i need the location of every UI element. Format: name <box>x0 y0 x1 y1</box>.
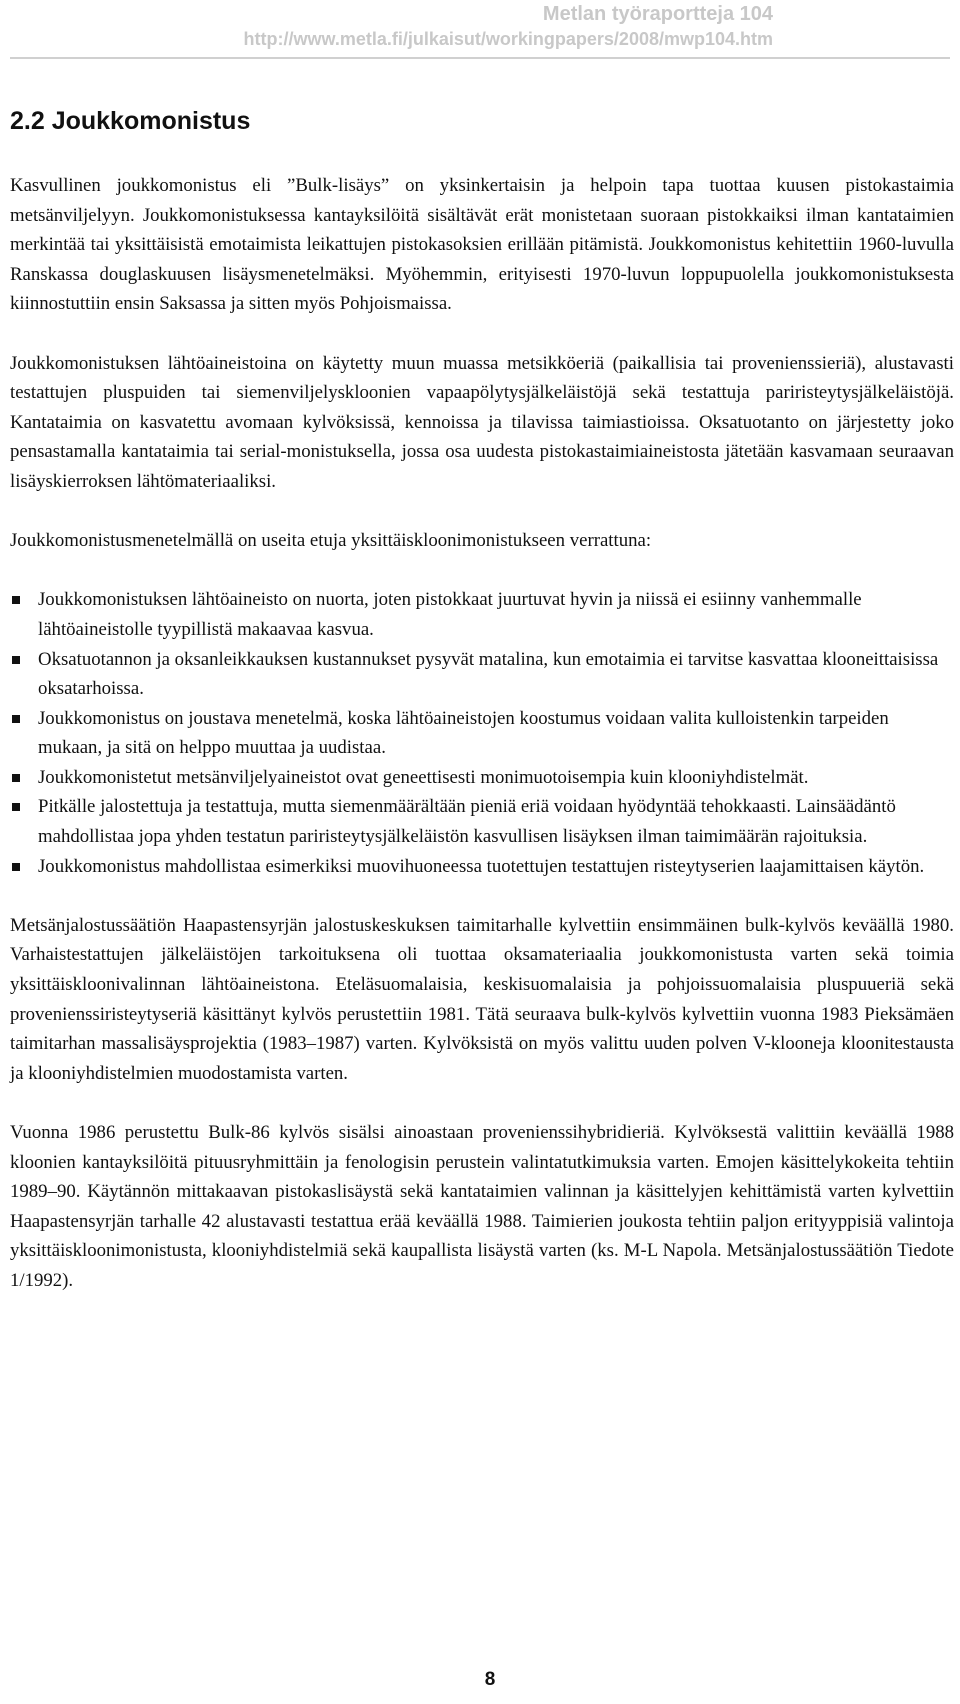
square-bullet-icon <box>12 656 20 664</box>
paragraph-haapastensyrja-history: Metsänjalostussäätiön Haapastensyrjän jalostuskeskuksen taimitarhalle kylvettiin ensimmäinen bulk-kylvös keväällä 1980. Varhaistestattujen jälkeläistöjen tarkoituksena oli tuottaa oksamateriaalia joukkomonistusta varten sekä toimia yksittäiskloonivalinnan lähtöaineistona. Eteläsuomalaisia, keskisuomalaisia ja pohjoissuomalaisia pluspuueriä sekä provenienssiristeytyseriä käsittänyt kylvös perustettiin 1981. Tätä seuraava bulk-kylvös kylvettiin vuonna 1983 Pieksämäen taimitarhan massalisäysprojektia (1983–1987) varten. Kylvöksistä on myös valittu uuden polven V-klooneja kloonitestausta ja klooniyhdistelmien muodostamista varten. <box>10 914 954 1084</box>
header-divider <box>10 57 950 59</box>
running-header <box>244 2 773 52</box>
page-number <box>0 1668 960 1692</box>
list-item-text: Joukkomonistus mahdollistaa esimerkiksi muovihuoneessa tuotettujen testattujen risteytyserien laajamittaisen käytön. <box>38 855 925 877</box>
list-item <box>10 763 954 793</box>
square-bullet-icon <box>12 803 20 811</box>
section-heading: 2.2 Joukkomonistus <box>10 107 251 135</box>
paragraph-source-material: Joukkomonistuksen lähtöaineistoina on käytetty muun muassa metsikköeriä (paikallisia tai provenienssieriä), alustavasti testattujen pluspuiden tai siemenviljelyskloonien vapaapölytysjälkeläistöjä sekä testattuja pariristeytysjälkeläistöjä. Kantataimia on kasvatettu avomaan kylvöksissä, kennoissa ja tilavissa taimiastioissa. Oksatuotanto on järjestetty joko pensastamalla kantataimia tai serial-monistuksella, jossa osa uudesta pistokastaimiaineistosta jätetään kasvamaan seuraavan lisäyskierroksen lähtömateriaaliksi. <box>10 352 954 492</box>
paragraph-bulk-propagation-intro: Kasvullinen joukkomonistus eli ”Bulk-lisäys” on yksinkertaisin ja helpoin tapa tuottaa kuusen pistokastaimia metsänviljelyyn. Joukkomonistuksessa kantayksilöitä sisältävät erät monistetaan suoraan pistokkaiksi ilman kantataimien merkintää tai yksittäisistä emotaimista leikattujen pistokasoksien erillään pitämistä. Joukkomonistus kehitettiin 1960-luvulla Ranskassa douglaskuusen lisäysmenetelmäksi. Myöhemmin, erityisesti 1970-luvun loppupuolella joukkomonistuksesta kiinnostuttiin ensin Saksassa ja sitten myös Pohjoismaissa. <box>10 175 954 315</box>
square-bullet-icon <box>12 774 20 782</box>
list-item <box>10 704 954 763</box>
advantages-list <box>10 585 954 881</box>
list-item-text: Pitkälle jalostettuja ja testattuja, mutta siemenmäärältään pieniä eriä voidaan hyödyntää tehokkaasti. Lainsäädäntö mahdollistaa jopa yhden testatun pariristeytysjälkeläistön kasvullisen lisäyksen ilman taimimäärän rajoituksia. <box>38 796 896 848</box>
paragraph-bulk-86: Vuonna 1986 perustettu Bulk-86 kylvös sisälsi ainoastaan provenienssihybridieriä. Kylvöksestä valittiin keväällä 1988 kloonien kantayksilöitä pituusryhmittäin ja fenologisin perustein valintatutkimuksia varten. Emojen käsittelykokeita tehtiin 1989–90. Käytännön mittakaavan pistokaslisäystä sekä kantataimien valinnan ja käsittelyjen kehittämistä varten kylvettiin Haapastensyrjän tarhalle 42 alustavasti testattua erää keväällä 1988. Taimierien joukosta tehtiin paljon erityyppisiä valintoja yksittäiskloonimonistusta, klooniyhdistelmiä sekä kaupallista lisäystä varten (ks. M-L Napola. Metsänjalostussäätiön Tiedote 1/1992). <box>10 1122 954 1291</box>
list-item-text: Joukkomonistuksen lähtöaineisto on nuorta, joten pistokkaat juurtuvat hyvin ja niissä ei esiinny vanhemmalle lähtöaineistolle tyypillistä makaavaa kasvua. <box>38 589 862 640</box>
list-item <box>10 792 954 851</box>
publication-url: http://www.metla.fi/julkaisut/workingpapers/2008/mwp104.htm <box>243 29 773 49</box>
page-number-text: 8 <box>484 1669 496 1690</box>
square-bullet-icon <box>12 596 20 604</box>
list-item <box>10 852 954 882</box>
list-item <box>10 585 954 644</box>
list-item-text: Joukkomonistetut metsänviljelyaineistot ovat geneettisesti monimuotoisempia kuin klooniyhdistelmät. <box>38 766 809 788</box>
square-bullet-icon <box>12 863 20 871</box>
list-item-text: Oksatuotannon ja oksanleikkauksen kustannukset pysyvät matalina, kun emotaimia ei tarvitse kasvattaa klooneittaisissa oksatarhoissa. <box>38 648 939 700</box>
paragraph-advantages-intro: Joukkomonistusmenetelmällä on useita etuja yksittäiskloonimonistukseen verrattuna: <box>10 530 652 552</box>
square-bullet-icon <box>12 715 20 723</box>
list-item <box>10 645 954 704</box>
series-title: Metlan työraportteja 104 <box>542 3 773 25</box>
list-item-text: Joukkomonistus on joustava menetelmä, koska lähtöaineistojen koostumus voidaan valita kulloistenkin tarpeiden mukaan, ja sitä on helppo muuttaa ja uudistaa. <box>38 707 889 759</box>
body-text <box>10 171 954 1325</box>
